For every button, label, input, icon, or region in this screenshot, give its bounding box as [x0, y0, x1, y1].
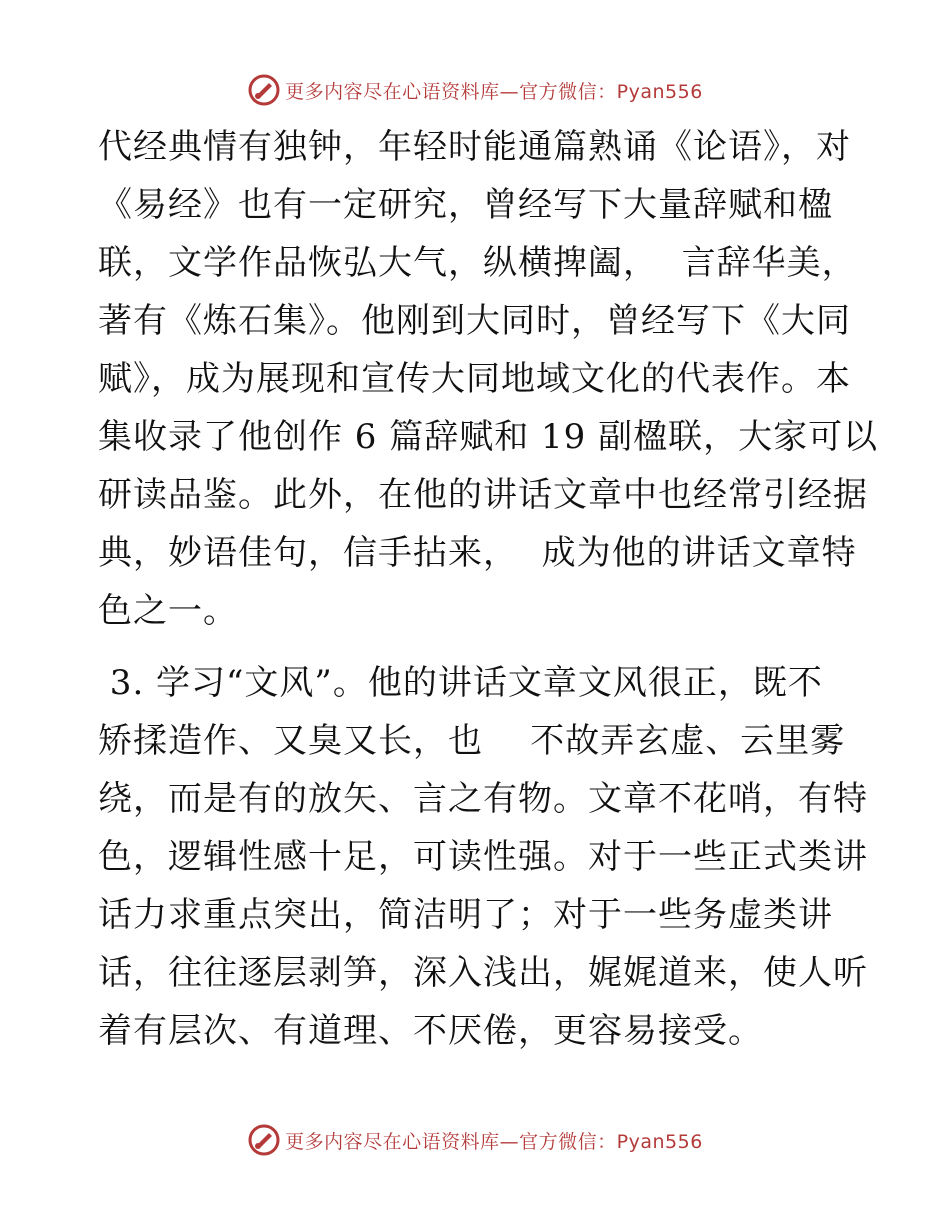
banner-text: 更多内容尽在心语资料库—官方微信：Pyan556: [285, 1130, 703, 1153]
brand-logo-icon: [247, 73, 281, 107]
document-body: [98, 118, 879, 1060]
footer-banner: [0, 1118, 950, 1162]
text-line: 集收录了他创作 6 篇辞赋和 19 副楹联，大家可以: [98, 417, 879, 457]
text-line: 色，逻辑性感十足，可读性强。对于一些正式类讲: [98, 837, 868, 877]
text-line: 矫揉造作、又臭又长，也 不故弄玄虚、云里雾: [98, 721, 846, 761]
text-line: 《易经》也有一定研究，曾经写下大量辞赋和楹: [98, 185, 833, 225]
text-line: 研读品鉴。此外，在他的讲话文章中也经常引经据: [98, 475, 868, 515]
text-line: 话力求重点突出，简洁明了；对于一些务虚类讲: [98, 895, 833, 935]
text-line: 着有层次、有道理、不厌倦，更容易接受。: [98, 1011, 763, 1051]
text-line: 色之一。: [98, 591, 238, 631]
text-line: 赋》，成为展现和宣传大同地域文化的代表作。本: [98, 359, 851, 399]
paragraph-2: [98, 654, 868, 1060]
text-line: 典，妙语佳句，信手拈来， 成为他的讲话文章特: [98, 533, 857, 573]
brand-logo-icon: [247, 1123, 281, 1157]
text-line: 3. 学习“文风”。他的讲话文章文风很正，既不: [98, 663, 823, 703]
header-banner: [0, 68, 950, 112]
text-line: 联，文学作品恢弘大气，纵横捭阖， 言辞华美，: [98, 243, 857, 283]
text-line: 著有《炼石集》。他刚到大同时，曾经写下《大同: [98, 301, 851, 341]
banner-text: 更多内容尽在心语资料库—官方微信：Pyan556: [285, 80, 703, 103]
text-line: 绕，而是有的放矢、言之有物。文章不花哨，有特: [98, 779, 868, 819]
paragraph-1: [98, 118, 879, 640]
text-line: 话，往往逐层剥笋，深入浅出，娓娓道来，使人听: [98, 953, 868, 993]
text-line: 代经典情有独钟，年轻时能通篇熟诵《论语》，对: [98, 127, 851, 167]
